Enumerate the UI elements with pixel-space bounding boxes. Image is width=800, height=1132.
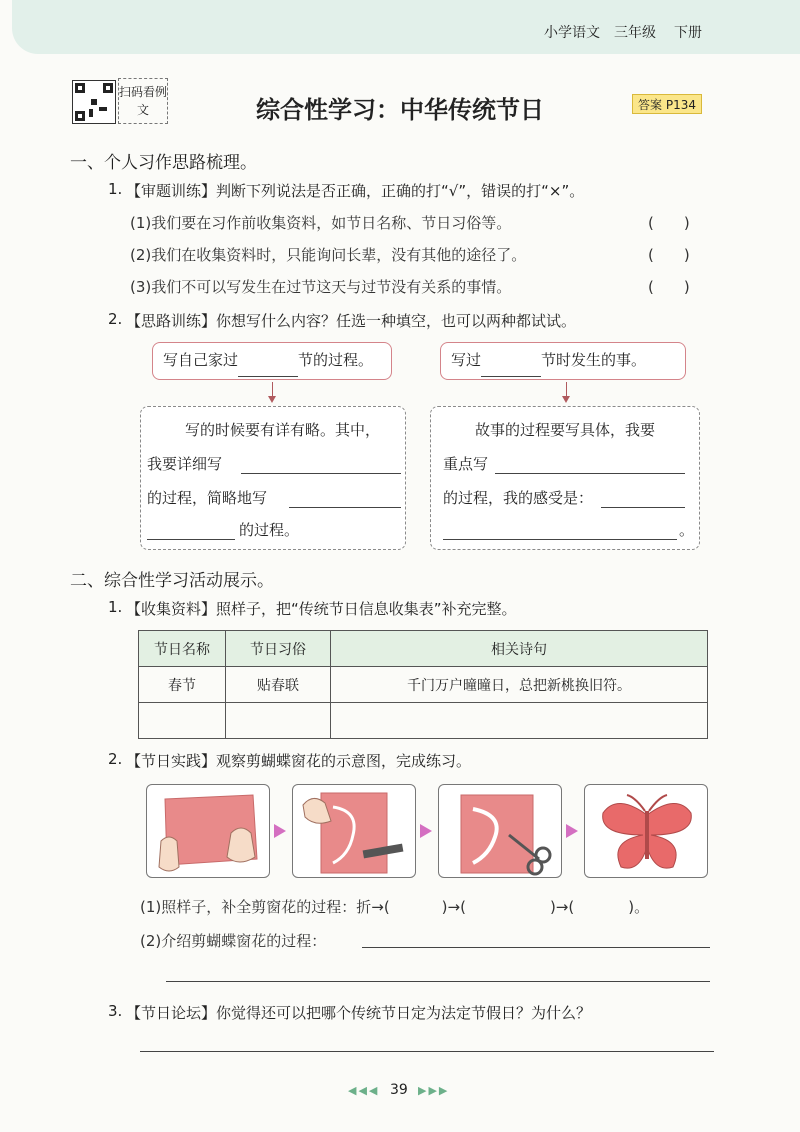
judge-answer-3[interactable]: ( )	[648, 278, 690, 296]
step2-draw-illustration	[292, 784, 416, 878]
option-right-post: 节时发生的事。	[541, 351, 647, 369]
option-box-left	[152, 342, 392, 380]
detail-left-line2: 我要详细写	[147, 455, 223, 473]
table-header-cell: 相关诗句	[331, 631, 708, 667]
option-left-pre: 写自己家过	[163, 351, 239, 369]
detail-left-blank2[interactable]	[289, 487, 401, 508]
answer-line-1[interactable]	[362, 946, 710, 948]
judge-answer-1[interactable]: ( )	[648, 214, 690, 232]
header-volume: 下册	[674, 25, 702, 41]
detail-right-blank3[interactable]	[443, 519, 677, 540]
option-left-post: 节的过程。	[298, 351, 374, 369]
judge-answer-2[interactable]: ( )	[648, 246, 690, 264]
option-right-blank[interactable]	[481, 356, 541, 377]
s2-q1-prompt: 【收集资料】照样子，把“传统节日信息收集表”补充完整。	[126, 600, 517, 618]
detail-left-line4: 的过程。	[239, 521, 300, 539]
cut-process-end: )。	[628, 898, 650, 916]
table-cell: 贴春联	[226, 667, 331, 703]
detail-right-blank2[interactable]	[601, 487, 685, 508]
table-cell: 千门万户曈曈日，总把新桃换旧符。	[331, 667, 708, 703]
table-header-row	[139, 631, 708, 667]
table-cell-blank[interactable]	[331, 703, 708, 739]
cut-process-sep1: )→(	[441, 898, 466, 916]
page-title: 综合性学习：中华传统节日	[256, 96, 544, 124]
q1-number: 1.	[108, 180, 123, 198]
detail-right-line2: 重点写	[443, 455, 489, 473]
step1-fold-illustration	[146, 784, 270, 878]
q2-prompt: 【思路训练】你想写什么内容？任选一种填空，也可以两种都试试。	[126, 312, 577, 330]
step4-butterfly-illustration	[584, 784, 708, 878]
scan-label: 扫码看例文	[118, 78, 168, 124]
detail-box-left	[140, 406, 406, 550]
table-cell: 春节	[139, 667, 226, 703]
option-left-blank[interactable]	[238, 356, 298, 377]
detail-left-line3: 的过程，简略地写	[147, 489, 268, 507]
answer-line-3[interactable]	[140, 1050, 714, 1052]
table-cell-blank[interactable]	[139, 703, 226, 739]
table-header-cell: 节日名称	[139, 631, 226, 667]
s2-q3-number: 3.	[108, 1002, 123, 1020]
judge-item-1: (1)我们要在习作前收集资料，如节日名称、节日习俗等。	[130, 214, 512, 232]
cut-process-sep2: )→(	[549, 898, 575, 916]
header-subject: 小学语文	[544, 25, 600, 41]
header-grade: 三年级	[614, 25, 656, 41]
cut-process-item1	[140, 896, 649, 917]
arrow-down-left-head	[268, 396, 276, 403]
s2-q2-prompt: 【节日实践】观察剪蝴蝶窗花的示意图，完成练习。	[126, 752, 472, 770]
judge-item-3: (3)我们不可以写发生在过节这天与过节没有关系的事情。	[130, 278, 512, 296]
detail-right-line1: 故事的过程要写具体，我要	[475, 421, 656, 439]
option-box-right	[440, 342, 686, 380]
page-number: 39	[390, 1082, 408, 1098]
judge-item-2: (2)我们在收集资料时，只能询问长辈，没有其他的途径了。	[130, 246, 527, 264]
answer-line-2[interactable]	[166, 980, 710, 982]
detail-box-right	[430, 406, 700, 550]
table-row	[139, 667, 708, 703]
detail-right-line3: 的过程，我的感受是：	[443, 489, 594, 507]
s2-q3-prompt: 【节日论坛】你觉得还可以把哪个传统节日定为法定节假日？为什么？	[126, 1004, 592, 1022]
detail-left-line1: 写的时候要有详有略。其中，	[185, 421, 381, 439]
cut-process-item2: (2)介绍剪蝴蝶窗花的过程：	[140, 932, 327, 950]
detail-right-line4: 。	[679, 521, 695, 539]
table-row	[139, 703, 708, 739]
festival-info-table	[138, 630, 708, 739]
table-header-cell: 节日习俗	[226, 631, 331, 667]
q1-prompt: 【审题训练】判断下列说法是否正确，正确的打“√”，错误的打“×”。	[126, 182, 585, 200]
detail-right-blank1[interactable]	[495, 453, 685, 474]
section1-heading: 一、个人习作思路梳理。	[70, 153, 257, 173]
step3-cut-illustration	[438, 784, 562, 878]
cut-process-text: (1)照样子，补全剪窗花的过程：折→(	[140, 898, 390, 916]
option-right-pre: 写过	[451, 351, 482, 369]
q2-number: 2.	[108, 310, 123, 328]
step-arrow-2	[420, 824, 432, 838]
page-arrows-left-icon: ◀◀◀	[348, 1084, 380, 1097]
detail-left-blank1[interactable]	[241, 453, 401, 474]
s2-q1-number: 1.	[108, 598, 123, 616]
section2-heading: 二、综合性学习活动展示。	[70, 571, 274, 591]
step-arrow-1	[274, 824, 286, 838]
page-arrows-right-icon: ▶▶▶	[418, 1084, 450, 1097]
detail-left-blank3[interactable]	[147, 519, 235, 540]
s2-q2-number: 2.	[108, 750, 123, 768]
answer-reference-badge: 答案 P134	[632, 94, 702, 114]
step-arrow-3	[566, 824, 578, 838]
arrow-down-right-head	[562, 396, 570, 403]
table-cell-blank[interactable]	[226, 703, 331, 739]
